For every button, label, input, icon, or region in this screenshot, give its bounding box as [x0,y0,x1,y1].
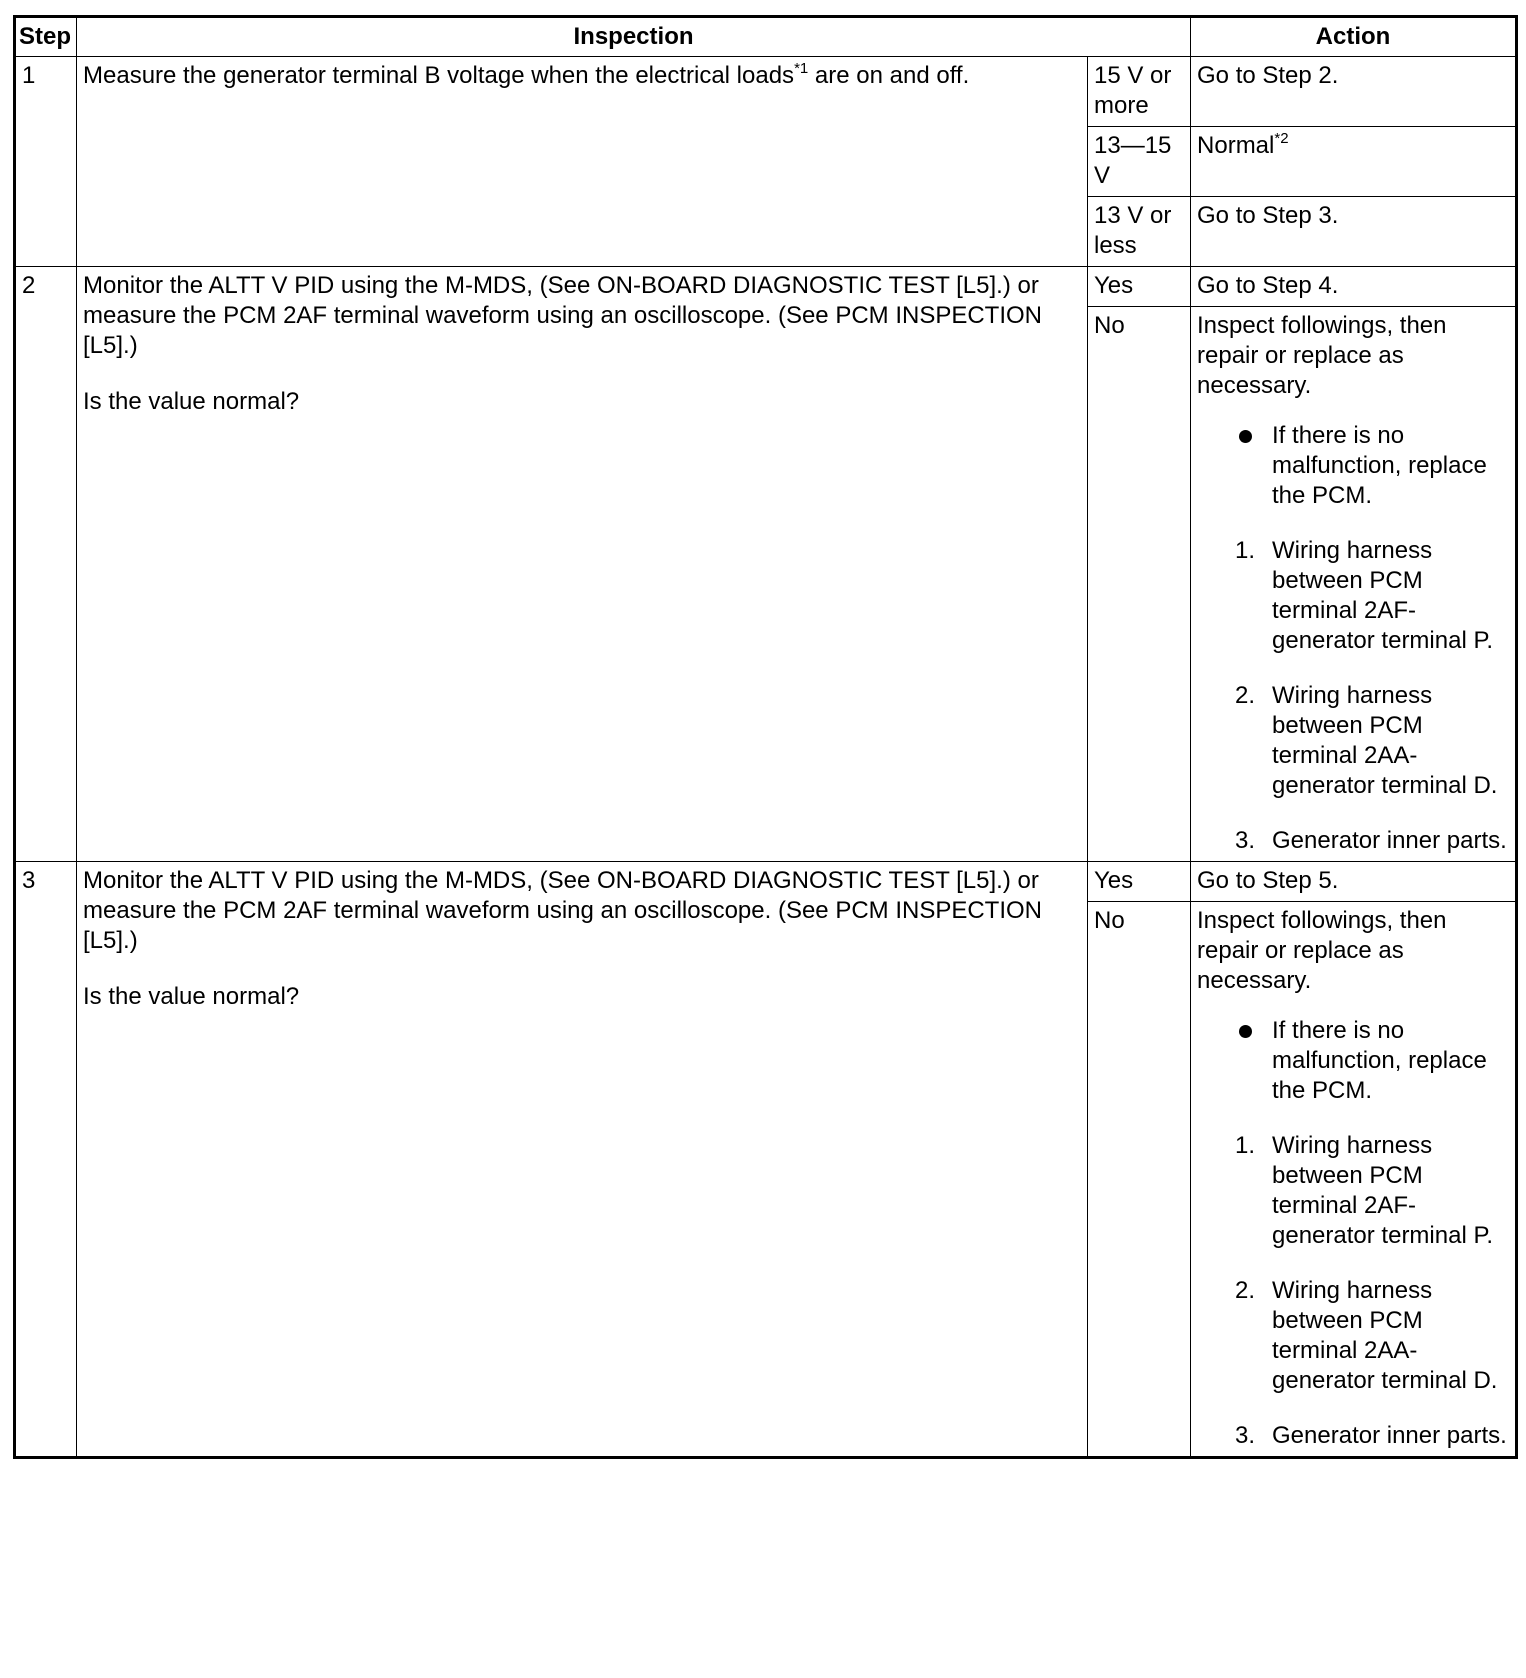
condition-cell: Yes [1088,267,1191,307]
list-item: 3. Generator inner parts. [1235,1422,1507,1449]
condition-cell: Yes [1088,862,1191,902]
action-cell: Go to Step 2. [1191,57,1517,127]
numbered-list [1197,1131,1509,1451]
list-item: 3. Generator inner parts. [1235,827,1507,854]
list-item: 1. Wiring harness between PCM terminal 2AF-generator terminal P. [1235,537,1494,654]
footnote-ref: *1 [794,60,809,77]
list-item: If there is no malfunction, replace the PCM. [1197,1016,1509,1106]
action-cell: Inspect followings, then repair or replace as necessary. If there is no malfunction, replace the PCM. 1. Wiring harness between PCM terminal 2AF-generator terminal P. 2. Wiring harness between PCM terminal 2AA-generator terminal D. 3. Generator inner parts. [1191,902,1517,1458]
inspection-text: Monitor the ALTT V PID using the M-MDS, (See ON-BOARD DIAGNOSTIC TEST [L5].) or measure the PCM 2AF terminal waveform using an oscilloscope. (See PCM INSPECTION [L5].) Is the value normal? [77,862,1088,1458]
header-row [15,17,1517,57]
table-row [15,862,1517,902]
table-row [15,267,1517,307]
condition-cell: No [1088,307,1191,862]
action-cell: Normal$^{*2}$ [1191,127,1517,197]
step-number: 1 [15,57,77,267]
numbered-list [1197,536,1509,856]
condition-cell: 13—15 V [1088,127,1191,197]
bullet-list [1197,1016,1509,1106]
bullet-icon [1239,430,1252,443]
step-number: 3 [15,862,77,1458]
bullet-list [1197,421,1509,511]
footnote-ref: *2 [1274,130,1289,147]
header-action: Action [1191,17,1517,57]
list-item: 2. Wiring harness between PCM terminal 2AA-generator terminal D. [1235,682,1498,799]
inspection-text: Measure the generator terminal B voltage when the electrical loads$^{*1}$ are on and off. [77,57,1088,267]
condition-cell: 15 V or more [1088,57,1191,127]
inspection-question: Is the value normal? [83,388,300,415]
condition-cell: No [1088,902,1191,1458]
condition-cell: 13 V or less [1088,197,1191,267]
action-cell: Go to Step 3. [1191,197,1517,267]
list-item: 1. Wiring harness between PCM terminal 2AF-generator terminal P. [1235,1132,1494,1249]
list-item: 2. Wiring harness between PCM terminal 2AA-generator terminal D. [1235,1277,1498,1394]
list-item: If there is no malfunction, replace the PCM. [1197,421,1509,511]
action-cell: Inspect followings, then repair or replace as necessary. If there is no malfunction, replace the PCM. 1. Wiring harness between PCM terminal 2AF-generator terminal P. 2. Wiring harness between PCM terminal 2AA-generator terminal D. 3. Generator inner parts. [1191,307,1517,862]
diagnostic-table [13,15,1518,1459]
inspection-question: Is the value normal? [83,983,300,1010]
header-inspection: Inspection [77,17,1191,57]
header-step: Step [15,17,77,57]
action-cell: Go to Step 4. [1191,267,1517,307]
inspection-text: Monitor the ALTT V PID using the M-MDS, (See ON-BOARD DIAGNOSTIC TEST [L5].) or measure the PCM 2AF terminal waveform using an oscilloscope. (See PCM INSPECTION [L5].) Is the value normal? [77,267,1088,862]
action-cell: Go to Step 5. [1191,862,1517,902]
table-row [15,57,1517,127]
bullet-icon [1239,1025,1252,1038]
step-number: 2 [15,267,77,862]
